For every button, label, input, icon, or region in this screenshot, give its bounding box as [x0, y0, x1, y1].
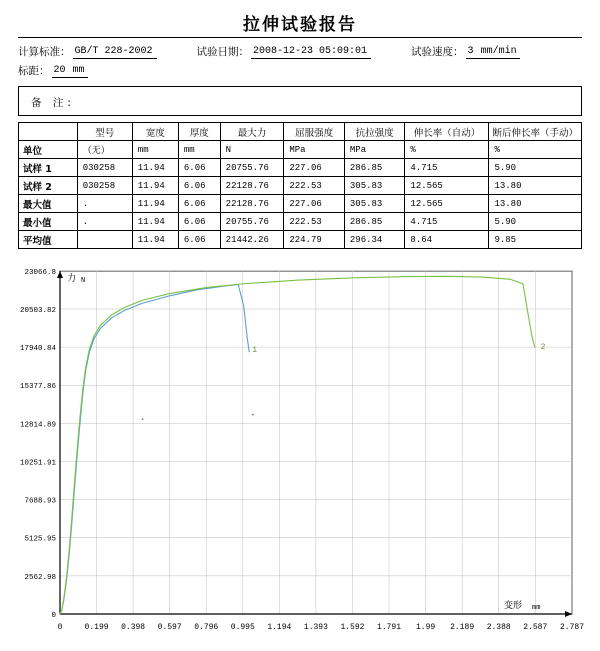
speed-unit: mm/min: [478, 46, 520, 59]
cell-elong-auto: 12.565: [405, 195, 489, 213]
units-maxforce: N: [220, 141, 284, 159]
x-tick-label: 0.398: [121, 623, 146, 632]
cell-tensile: 305.83: [344, 177, 405, 195]
x-tick-label: 1.194: [267, 623, 292, 632]
title-divider: [18, 37, 582, 38]
x-tick-label: 1.791: [377, 623, 402, 632]
cell-model: .: [77, 213, 132, 231]
x-tick-label: 0.995: [230, 623, 255, 632]
x-tick-label: 2.189: [450, 623, 475, 632]
th-model: 型号: [77, 123, 132, 141]
row-label: 试样 1: [19, 159, 78, 177]
cell-elong-manual: 5.90: [489, 159, 582, 177]
x-tick-label: 0.199: [84, 623, 109, 632]
units-thickness: mm: [178, 141, 220, 159]
th-yield: 屈服强度: [284, 123, 345, 141]
x-tick-label: 1.99: [415, 623, 436, 632]
cell-elong-manual: 13.80: [489, 195, 582, 213]
cell-model: 030258: [77, 177, 132, 195]
scan-speck: [252, 414, 254, 416]
x-axis-label: 变形: [504, 601, 523, 611]
cell-maxforce: 22128.76: [220, 177, 284, 195]
th-thickness: 厚度: [178, 123, 220, 141]
cell-width: 11.94: [132, 159, 178, 177]
x-axis-unit: mm: [532, 604, 541, 612]
cell-tensile: 305.83: [344, 195, 405, 213]
cell-elong-auto: 8.64: [405, 231, 489, 249]
th-width: 宽度: [132, 123, 178, 141]
cell-model: 030258: [77, 159, 132, 177]
gauge-value: 20: [52, 65, 70, 78]
standard-value: GB/T 228-2002: [73, 46, 157, 59]
cell-model: .: [77, 195, 132, 213]
table-row: [19, 231, 582, 249]
chart-canvas: [12, 259, 588, 644]
units-elong-auto: %: [405, 141, 489, 159]
cell-tensile: 286.85: [344, 159, 405, 177]
cell-width: 11.94: [132, 231, 178, 249]
standard-label: 计算标准：: [18, 46, 71, 58]
y-tick-label: 7688.93: [24, 497, 56, 506]
meta-row-1: [18, 44, 582, 59]
th-elong-auto: 伸长率（自动）: [405, 123, 489, 141]
cell-maxforce: 21442.26: [220, 231, 284, 249]
cell-maxforce: 22128.76: [220, 195, 284, 213]
speed-value: 3: [466, 46, 478, 59]
table-row: [19, 159, 582, 177]
series-annotation: 1: [252, 346, 258, 356]
cell-width: 11.94: [132, 213, 178, 231]
row-label: 最小值: [19, 213, 78, 231]
cell-model: [77, 231, 132, 249]
page-footer: [0, 645, 600, 651]
cell-elong-auto: 4.715: [405, 213, 489, 231]
y-tick-label: 20503.82: [19, 306, 56, 315]
table-row: [19, 177, 582, 195]
cell-yield: 222.53: [284, 177, 345, 195]
cell-elong-manual: 5.90: [489, 213, 582, 231]
cell-width: 11.94: [132, 195, 178, 213]
meta-block: [18, 44, 582, 78]
x-tick-label: 2.787: [559, 623, 585, 632]
x-tick-label: 0: [57, 623, 63, 632]
th-elong-manual: 断后伸长率（手动）: [489, 123, 582, 141]
x-tick-label: 2.388: [486, 623, 511, 632]
units-tensile: MPa: [344, 141, 405, 159]
cell-thickness: 6.06: [178, 195, 220, 213]
row-label: 最大值: [19, 195, 78, 213]
cell-maxforce: 20755.76: [220, 213, 284, 231]
x-tick-label: 1.592: [340, 623, 365, 632]
y-axis-unit: N: [81, 277, 86, 285]
y-tick-label: 15377.86: [19, 383, 56, 392]
date-value: 2008-12-23 05:09:01: [251, 46, 371, 59]
cell-yield: 224.79: [284, 231, 345, 249]
y-tick-label: 0: [51, 612, 56, 620]
units-yield: MPa: [284, 141, 345, 159]
speed-label: 试验速度：: [411, 46, 464, 58]
note-label: 备 注:: [31, 97, 75, 109]
x-tick-label: 0.796: [194, 623, 219, 632]
cell-width: 11.94: [132, 177, 178, 195]
cell-thickness: 6.06: [178, 213, 220, 231]
cell-yield: 222.53: [284, 213, 345, 231]
y-tick-label: 10251.91: [19, 459, 56, 468]
date-label: 试验日期：: [196, 46, 250, 58]
y-tick-label: 2562.98: [24, 573, 56, 582]
gauge-unit: mm: [70, 65, 88, 78]
cell-elong-manual: 9.85: [489, 231, 582, 249]
results-table: [18, 122, 582, 249]
table-row: [19, 213, 582, 231]
y-tick-label: 17940.84: [19, 345, 56, 354]
units-model: （无）: [77, 141, 132, 159]
units-elong-manual: %: [489, 141, 582, 159]
x-tick-label: 0.597: [157, 623, 182, 632]
note-box: [18, 86, 582, 116]
th-blank: [19, 123, 78, 141]
y-tick-label: 23066.8: [24, 268, 56, 277]
cell-elong-manual: 13.80: [489, 177, 582, 195]
y-axis-label: 力: [67, 274, 77, 284]
table-units-row: [19, 141, 582, 159]
units-width: mm: [132, 141, 178, 159]
units-label: 单位: [19, 141, 78, 159]
cell-tensile: 286.85: [344, 213, 405, 231]
series-annotation: 2: [540, 343, 546, 353]
table-row: [19, 195, 582, 213]
cell-maxforce: 20755.76: [220, 159, 284, 177]
cell-thickness: 6.06: [178, 231, 220, 249]
cell-yield: 227.06: [284, 195, 345, 213]
gauge-label: 标距：: [18, 65, 50, 77]
row-label: 试样 2: [19, 177, 78, 195]
table-header-row: [19, 123, 582, 141]
cell-elong-auto: 4.715: [405, 159, 489, 177]
stress-strain-chart: [12, 259, 588, 639]
cell-thickness: 6.06: [178, 177, 220, 195]
cell-thickness: 6.06: [178, 159, 220, 177]
th-maxforce: 最大力: [220, 123, 284, 141]
cell-tensile: 296.34: [344, 231, 405, 249]
page-title: 拉伸试验报告: [243, 15, 357, 35]
x-tick-label: 1.393: [303, 623, 328, 632]
y-tick-label: 5125.95: [24, 535, 56, 544]
x-tick-label: 2.587: [523, 623, 548, 632]
cell-elong-auto: 12.565: [405, 177, 489, 195]
cell-yield: 227.06: [284, 159, 345, 177]
scan-speck: [142, 418, 144, 420]
th-tensile: 抗拉强度: [344, 123, 405, 141]
y-tick-label: 12814.89: [19, 421, 56, 430]
meta-row-2: [18, 63, 582, 78]
row-label: 平均值: [19, 231, 78, 249]
